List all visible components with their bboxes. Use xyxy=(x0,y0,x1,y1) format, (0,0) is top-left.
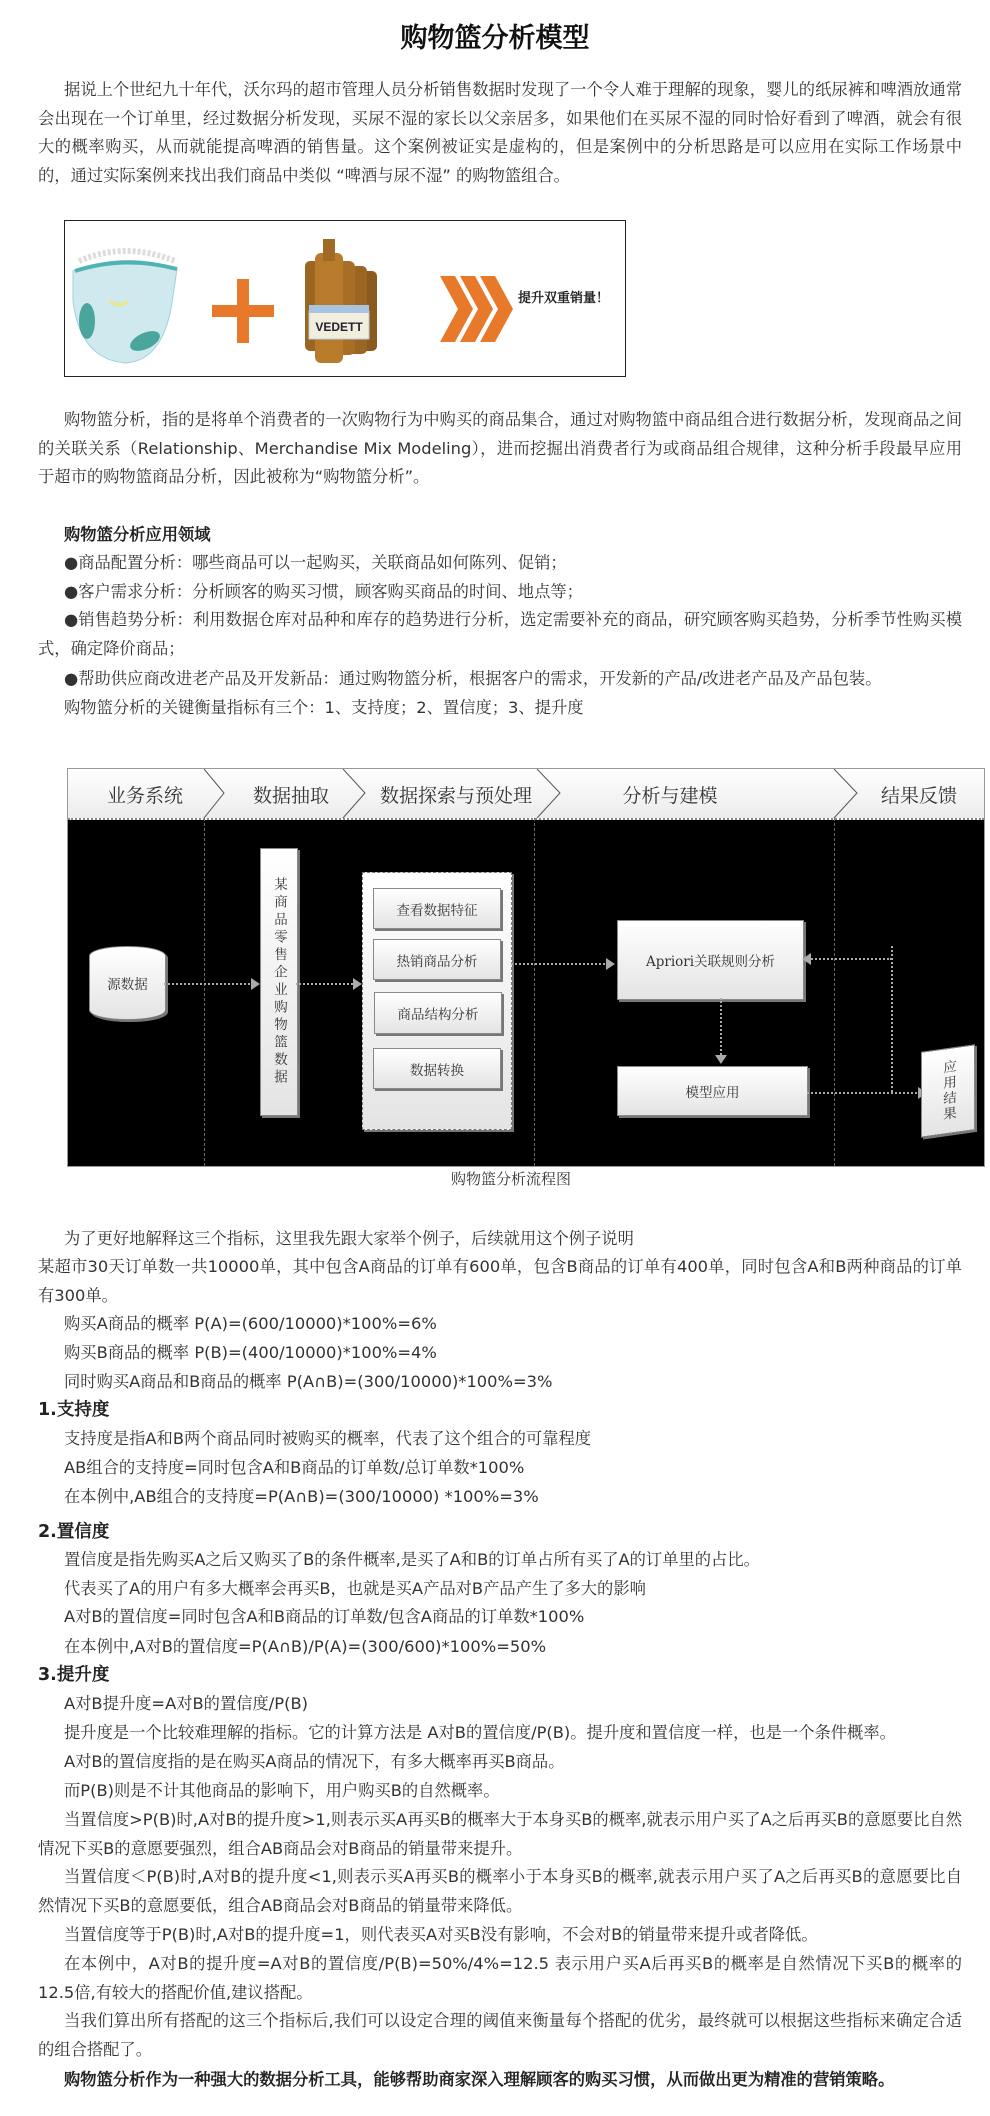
definition-paragraph: 购物篮分析，指的是将单个消费者的一次购物行为中购买的商品集合，通过对购物篮中商品组合进行数据分析，发现商品之间的关联关系（Relationship、Merchandise Mix Modeling），进而挖掘出消费者行为或商品组合规律，这种分析手段最早应用于超市的购物篮商品分析，因此被称为“购物篮分析”。 xyxy=(38,410,962,487)
arrow-left-icon xyxy=(804,958,892,960)
lift-heading: 3.提升度 xyxy=(38,1665,110,1685)
stage-business-system: 业务系统 xyxy=(106,785,184,807)
example-case: 某超市30天订单数一共10000单，其中包含A商品的订单有600单，包含B商品的订单有400单，同时包含A和B两种商品的订单有300单。 xyxy=(38,1257,962,1305)
source-data-label: 源数据 xyxy=(107,977,148,993)
arrow-icon xyxy=(807,1092,925,1094)
apriori-box xyxy=(617,920,804,1000)
stage-header xyxy=(68,769,984,820)
chevrons-icon xyxy=(440,276,513,342)
extract-label: 某商品零售企业购物篮数据 xyxy=(271,877,287,1087)
model-apply-label: 模型应用 xyxy=(685,1085,740,1101)
lift-line: 当置信度>P(B)时,A对B的提升度>1,则表示买A再买B的概率大于本身买B的概率,就表示用户买了A之后再买B的意愿要比自然情况下买B的意愿要强烈，组合AB商品会对B商品的销量带来提升。 xyxy=(38,1810,962,1858)
lift-line: 当置信度等于P(B)时,A对B的提升度=1，则代表买A对买B没有影响，不会对B的销量带来提升或者降低。 xyxy=(64,1925,818,1944)
arrow-down-icon xyxy=(720,998,722,1062)
arrow-icon xyxy=(164,983,258,985)
lift-line: 提升度是一个比较难理解的指标。它的计算方法是 A对B的置信度/P(B)。提升度和置信度一样，也是一个条件概率。 xyxy=(64,1723,896,1742)
explore-step-label: 数据转换 xyxy=(410,1062,464,1079)
feedback-line xyxy=(891,946,893,1092)
confidence-line: A对B的置信度=同时包含A和B商品的订单数/包含A商品的订单数*100% xyxy=(64,1607,585,1626)
flow-diagram xyxy=(67,768,985,1167)
conclusion: 购物篮分析作为一种强大的数据分析工具，能够帮助商家深入理解顾客的购买习惯，从而做出更为精准的营销策略。 xyxy=(64,2070,895,2089)
stage-data-extraction: 数据抽取 xyxy=(252,785,330,807)
lift-line: A对B提升度=A对B的置信度/P(B) xyxy=(64,1694,308,1713)
stage-feedback: 结果反馈 xyxy=(880,785,958,807)
lift-line: 在本例中，A对B的提升度=A对B的置信度/P(B)=50%/4%=12.5 表示用户买A后再买B的概率是自然情况下买B的概率的12.5倍,有较大的搭配价值,建议搭配。 xyxy=(38,1954,962,2002)
intro-paragraph: 据说上个世纪九十年代，沃尔玛的超市管理人员分析销售数据时发现了一个令人难于理解的现象，婴儿的纸尿裤和啤酒放通常会出现在一个订单里，经过数据分析发现，买尿不湿的家长以父亲居多，如果他们在买尿不湿的同时恰好看到了啤酒，就会有很大的概率购买，从而就能提高啤酒的销售量。这个案例被证实是虚构的，但是案例中的分析思路是可以应用在实际工作场景中的，通过实际案例来找出我们商品中类似 “啤酒与尿不湿” 的购物篮组合。 xyxy=(38,80,962,185)
explore-step-label: 商品结构分析 xyxy=(397,1007,479,1023)
confidence-heading: 2.置信度 xyxy=(38,1522,110,1542)
support-line: 支持度是指A和B两个商品同时被购买的概率，代表了这个组合的可靠程度 xyxy=(64,1429,592,1448)
beer-bottles-icon xyxy=(305,239,377,363)
explore-step-label: 热销商品分析 xyxy=(396,953,478,970)
application-item: ●销售趋势分析：利用数据仓库对品种和库存的趋势进行分析，选定需要补充的商品，研究顾客购买趋势，分析季节性购买模式，确定降价商品； xyxy=(38,610,962,658)
explore-step-label: 查看数据特征 xyxy=(396,902,478,919)
lift-line: 当置信度＜P(B)时,A对B的提升度<1,则表示买A再买B的概率小于本身买B的概率,就表示用户买了A之后再买B的意愿要比自然情况下买B的意愿要低，组合AB商品会对B商品的销量带来降低。 xyxy=(38,1867,962,1915)
plus-icon xyxy=(212,279,274,343)
arrow-icon xyxy=(511,963,613,965)
result-label: 应用结果 xyxy=(940,1058,956,1124)
diaper-beer-image xyxy=(64,220,626,377)
slogan-text: 提升双重销量！ xyxy=(518,291,610,306)
probability-a: 购买A商品的概率 P(A)=(600/10000)*100%=6% xyxy=(64,1314,437,1333)
beer-label: VEDETT xyxy=(315,320,363,334)
support-heading: 1.支持度 xyxy=(38,1400,110,1420)
diaper-icon xyxy=(73,251,177,363)
confidence-line: 在本例中,A对B的置信度=P(A∩B)/P(A)=(300/600)*100%=50% xyxy=(64,1637,547,1656)
explore-step xyxy=(373,939,501,980)
support-line: AB组合的支持度=同时包含A和B商品的订单数/总订单数*100% xyxy=(64,1458,525,1477)
stage-modeling: 分析与建模 xyxy=(622,785,718,807)
applications-heading: 购物篮分析应用领域 xyxy=(64,525,211,544)
result-box xyxy=(921,1044,975,1138)
application-item: ●帮助供应商改进老产品及开发新品：通过购物篮分析，根据客户的需求，开发新的产品/改进老产品及产品包装。 xyxy=(64,669,882,688)
source-data-cylinder xyxy=(89,946,166,1020)
extract-box xyxy=(260,848,298,1116)
example-intro: 为了更好地解释这三个指标，这里我先跟大家举个例子，后续就用这个例子说明 xyxy=(64,1229,634,1248)
confidence-line: 代表买了A的用户有多大概率会再买B，也就是买A产品对B产品产生了多大的影响 xyxy=(64,1579,646,1598)
lift-line: A对B的置信度指的是在购买A商品的情况下，有多大概率再买B商品。 xyxy=(64,1752,565,1771)
metrics-summary: 购物篮分析的关键衡量指标有三个：1、支持度；2、置信度；3、提升度 xyxy=(64,698,584,717)
probability-b: 购买B商品的概率 P(B)=(400/10000)*100%=4% xyxy=(64,1343,437,1362)
explore-step xyxy=(374,992,502,1034)
application-item: ●商品配置分析：哪些商品可以一起购买，关联商品如何陈列、促销； xyxy=(64,553,567,572)
lift-line: 当我们算出所有搭配的这三个指标后,我们可以设定合理的阈值来衡量每个搭配的优劣，最终就可以根据这些指标来确定合适的组合搭配了。 xyxy=(38,2011,962,2059)
application-item: ●客户需求分析：分析顾客的购买习惯，顾客购买商品的时间、地点等； xyxy=(64,582,583,601)
arrow-icon xyxy=(296,983,360,985)
explore-step xyxy=(373,1048,501,1089)
explore-step xyxy=(373,888,501,929)
confidence-line: 置信度是指先购买A之后又购买了B的条件概率,是买了A和B的订单占所有买了A的订单里的占比。 xyxy=(64,1550,760,1569)
lane-divider xyxy=(204,818,205,1166)
lane-divider xyxy=(534,818,535,1166)
lane-divider xyxy=(834,818,835,1166)
lift-line: 而P(B)则是不计其他商品的影响下，用户购买B的自然概率。 xyxy=(64,1781,500,1800)
diagram-caption: 购物篮分析流程图 xyxy=(450,1170,571,1188)
page-title: 购物篮分析模型 xyxy=(400,23,590,54)
model-apply-box xyxy=(617,1066,808,1116)
apriori-label: Apriori关联规则分析 xyxy=(645,954,776,970)
support-line: 在本例中,AB组合的支持度=P(A∩B)=(300/10000) *100%=3% xyxy=(64,1487,539,1506)
stage-exploration: 数据探索与预处理 xyxy=(379,785,533,807)
probability-ab: 同时购买A商品和B商品的概率 P(A∩B)=(300/10000)*100%=3% xyxy=(64,1372,553,1391)
